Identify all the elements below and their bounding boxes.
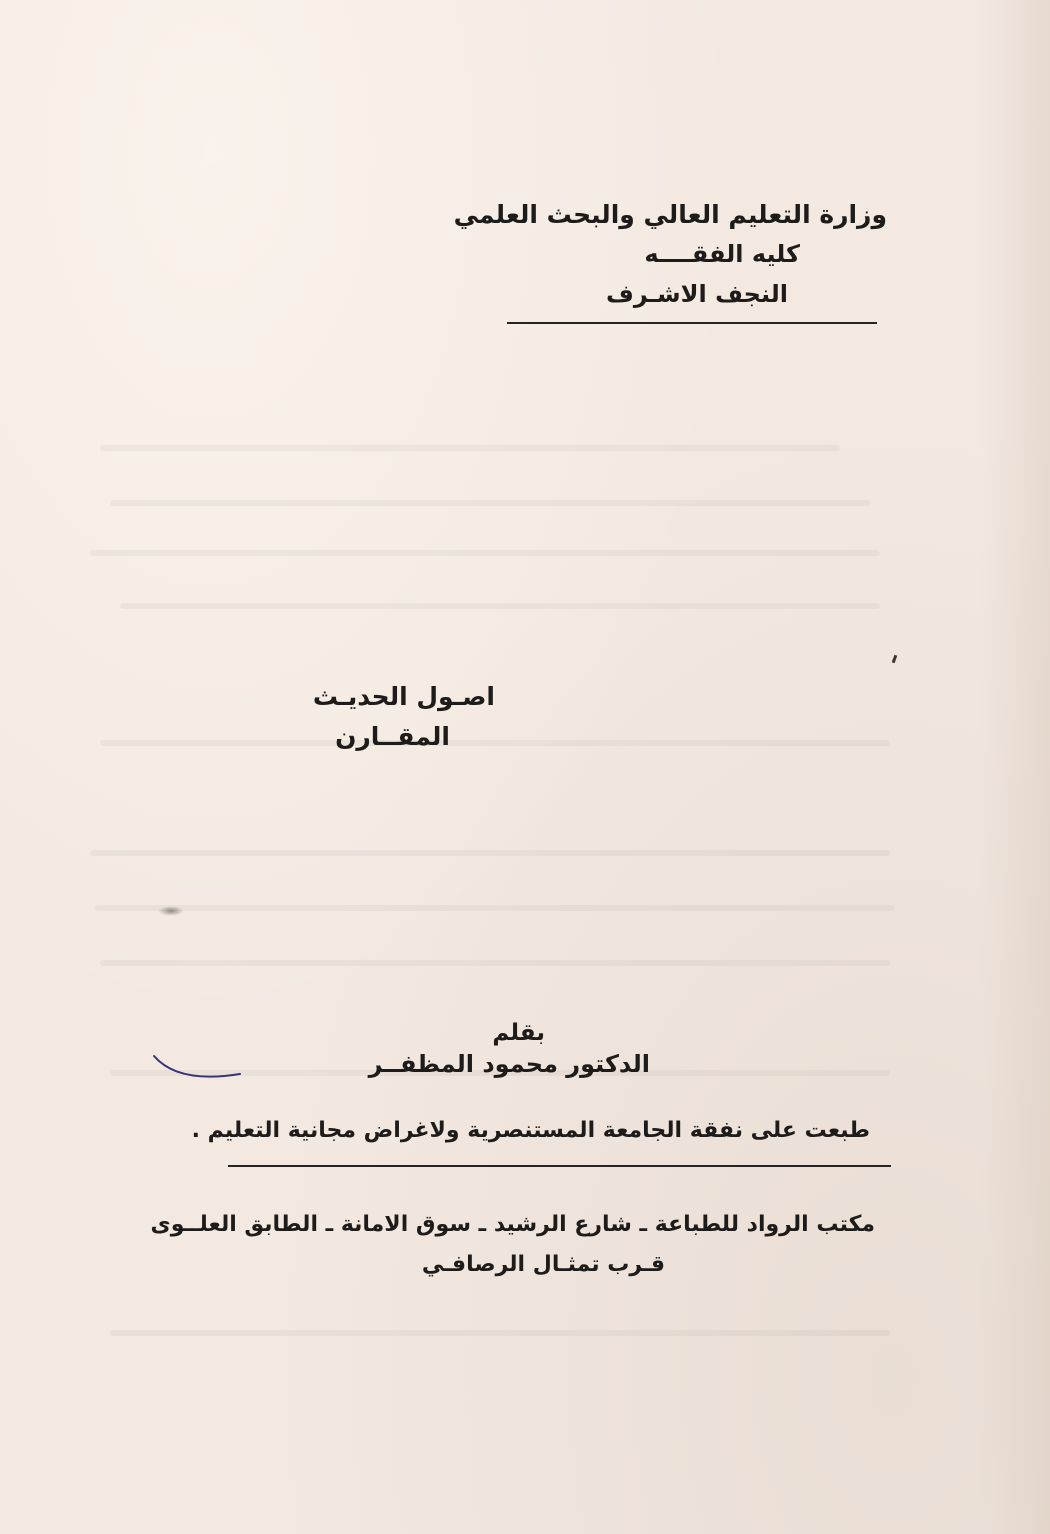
bleed-through-line bbox=[100, 960, 890, 966]
bleed-through-line bbox=[100, 445, 840, 451]
college-name: كليه الفقــــه bbox=[644, 240, 800, 268]
ink-speck bbox=[892, 655, 898, 664]
bleed-through-line bbox=[110, 1330, 890, 1336]
bleed-through-line bbox=[90, 850, 890, 856]
footer-divider bbox=[228, 1165, 891, 1167]
bleed-through-line bbox=[110, 500, 870, 506]
pen-stroke-mark bbox=[148, 1050, 258, 1090]
bleed-through-line bbox=[90, 550, 880, 556]
funding-note: طبعت على نفقة الجامعة المستنصرية ولاغراض مجانية التعليم . bbox=[191, 1118, 870, 1143]
ministry-name: وزارة التعليم العالي والبحث العلمي bbox=[453, 200, 887, 229]
city-name: النجف الاشـرف bbox=[606, 280, 788, 308]
header-underline bbox=[507, 322, 877, 324]
printer-line1: مكتب الرواد للطباعة ـ شارع الرشيد ـ سوق الامانة ـ الطابق العلــوى bbox=[150, 1212, 875, 1237]
bleed-through-line bbox=[95, 905, 895, 911]
author-name: الدكتور محمود المظفــر bbox=[368, 1050, 650, 1078]
book-title-line2: المقــارن bbox=[335, 722, 450, 751]
paper-edge-shadow bbox=[980, 0, 1050, 1534]
author-by: بقلم bbox=[492, 1020, 545, 1046]
ink-smudge bbox=[158, 906, 184, 916]
printer-line2: قـرب تمثـال الرصافـي bbox=[421, 1252, 665, 1277]
book-title-line1: اصـول الحديـث bbox=[312, 682, 495, 711]
bleed-through-line bbox=[120, 603, 880, 609]
bleed-through-line bbox=[100, 740, 890, 746]
